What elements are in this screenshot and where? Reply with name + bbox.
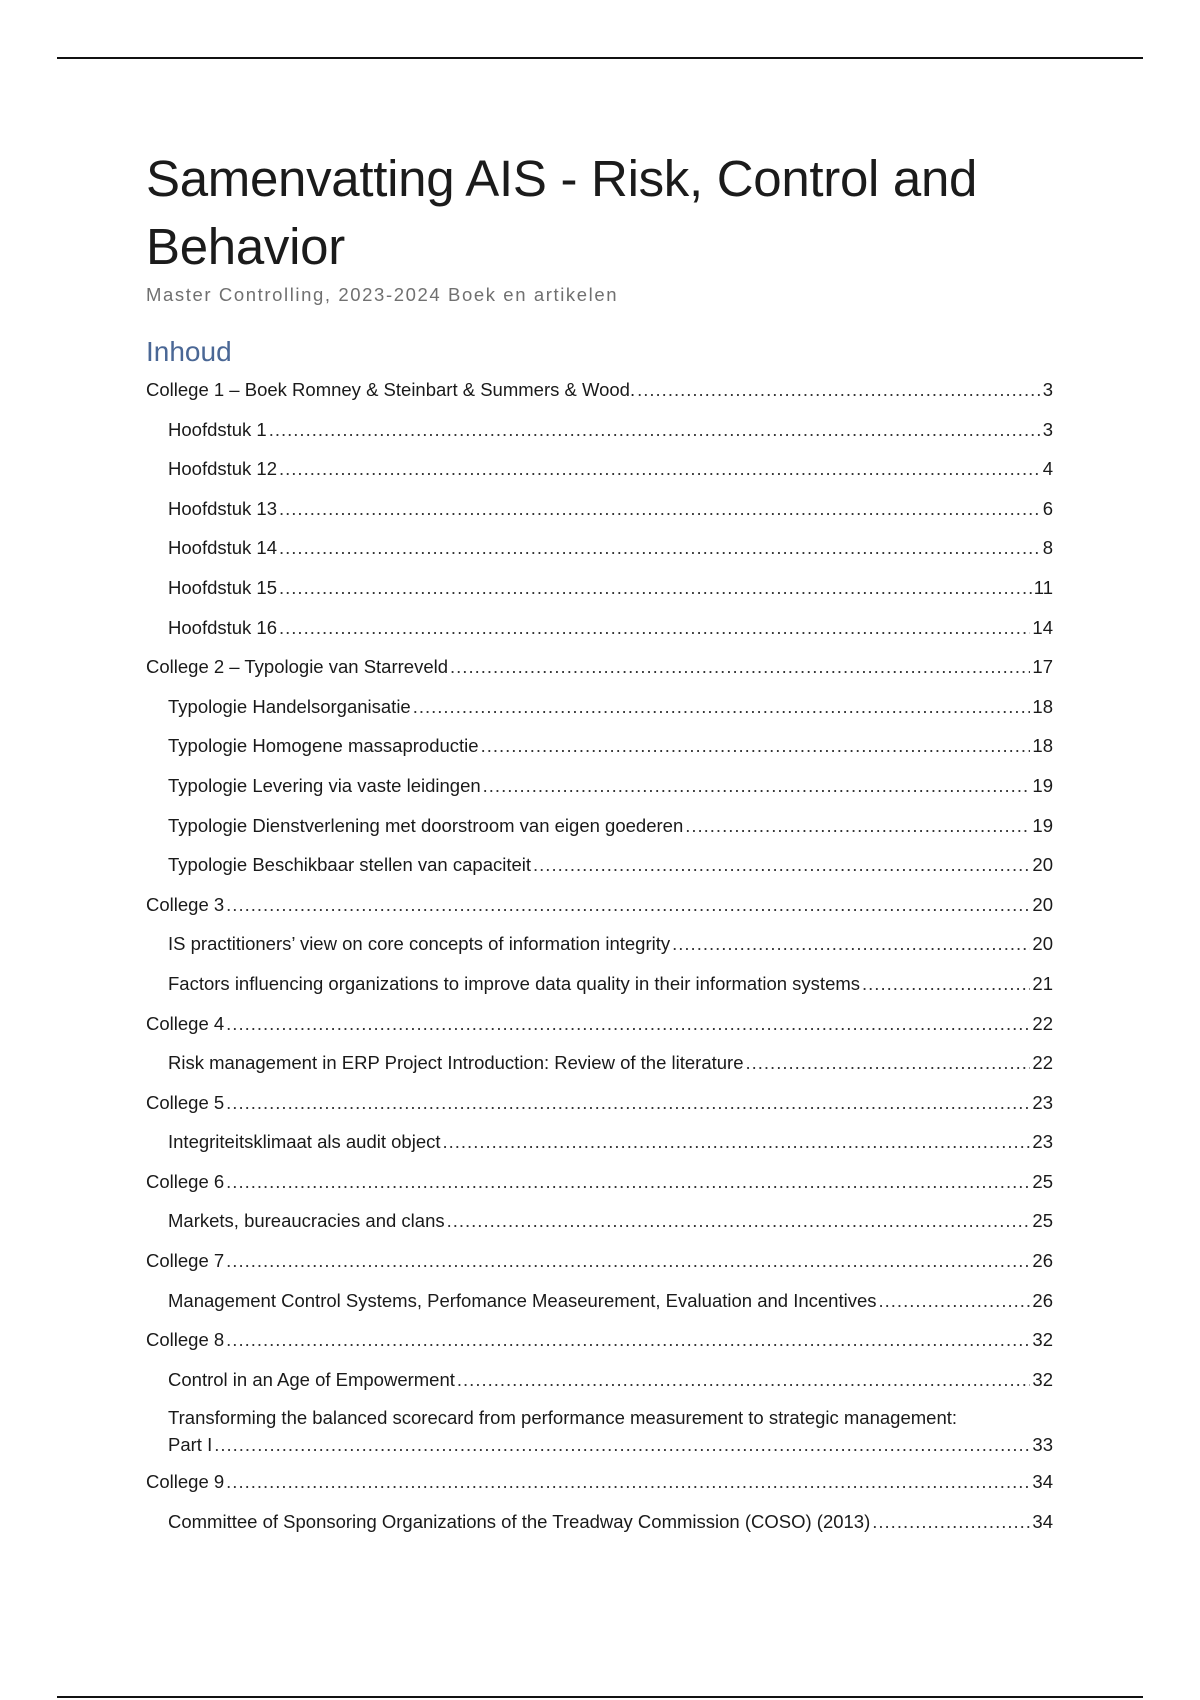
toc-page-number: 22 [1032,1012,1053,1034]
toc-page-number: 22 [1032,1052,1053,1074]
toc-entry-text: College 3 [146,893,225,915]
toc-page-number: 32 [1032,1368,1053,1390]
toc-leader-dots [685,806,1030,846]
toc-entry[interactable] [146,528,1053,568]
toc-page-number: 4 [1042,458,1053,480]
toc-page-number: 18 [1032,695,1053,717]
toc-entry-text: Hoofdstuk 1 [168,418,267,440]
toc-entry-text: Typologie Beschikbaar stellen van capaciteit [168,854,532,876]
toc-entry[interactable] [146,845,1053,885]
toc-entry-text: IS practitioners’ view on core concepts of information integrity [168,933,671,955]
toc-page-number: 3 [1042,379,1053,400]
toc-leader-dots [226,1462,1030,1502]
toc-entry[interactable] [146,608,1053,648]
toc-entry[interactable] [146,964,1053,1004]
toc-entry[interactable] [146,1360,1053,1400]
toc-entry-text: College 1 – Boek Romney & Steinbart & Summers & Wood. [146,379,636,400]
toc-leader-dots [672,924,1030,964]
toc-leader-dots [226,1320,1030,1360]
toc-entry-text: Committee of Sponsoring Organizations of the Treadway Commission (COSO) (2013) [168,1511,871,1533]
toc-page-number: 20 [1032,893,1053,915]
toc-page-number: 14 [1032,616,1053,638]
toc-page-number: 19 [1032,814,1053,836]
document-subtitle: Master Controlling, 2023-2024 Boek en artikelen [146,284,619,305]
toc-page-number: 25 [1032,1210,1053,1232]
toc-entry[interactable] [146,647,1053,687]
toc-entry-text: Hoofdstuk 14 [168,537,278,559]
toc-entry[interactable] [146,1399,1053,1462]
toc-leader-dots [533,845,1030,885]
toc-leader-dots [443,1122,1031,1162]
toc-entry-text: College 4 [146,1012,225,1034]
toc-entry-text: College 7 [146,1250,225,1272]
toc-entry[interactable] [146,806,1053,846]
toc-entry-text: Typologie Homogene massaproductie [168,735,479,757]
toc-entry[interactable] [146,1043,1053,1083]
toc-entry[interactable] [146,1162,1053,1202]
document-title: Samenvatting AIS - Risk, Control and Behavior [146,150,978,275]
toc-entry-text: Typologie Handelsorganisatie [168,695,411,717]
toc-page-number: 18 [1032,735,1053,757]
toc-leader-dots [226,1162,1030,1202]
toc-entry-text: College 8 [146,1329,225,1351]
toc-page-number: 25 [1032,1170,1053,1192]
toc-leader-dots [279,528,1041,568]
toc-entry-text: Risk management in ERP Project Introduction: Review of the literature [168,1052,744,1074]
toc-entry-text: Control in an Age of Empowerment [168,1368,455,1390]
toc-entry[interactable] [146,766,1053,806]
toc-entry[interactable] [146,1502,1053,1542]
toc-page-number: 23 [1032,1131,1053,1153]
toc-entry[interactable] [146,1004,1053,1044]
toc-entry-text: Hoofdstuk 12 [168,458,278,480]
toc-entry-text: College 5 [146,1091,225,1113]
toc-leader-dots [226,1004,1030,1044]
toc-entry-text: College 9 [146,1471,225,1493]
toc-page-number: 20 [1032,933,1053,955]
toc-leader-dots [279,568,1032,608]
header-rule [57,57,1143,59]
toc-page-number: 34 [1032,1471,1053,1493]
toc-page-number: 3 [1042,418,1053,440]
toc-leader-dots [637,370,1041,410]
toc-page-number: 26 [1032,1250,1053,1272]
toc-entry-text: Markets, bureaucracies and clans [168,1210,445,1232]
toc-page-number: 19 [1032,774,1053,796]
toc-entry[interactable] [146,1281,1053,1321]
toc-entry-text: Integriteitsklimaat als audit object [168,1131,441,1153]
toc-page-number: 34 [1032,1511,1053,1533]
toc-leader-dots [226,1241,1030,1281]
toc-entry[interactable] [146,1320,1053,1360]
toc-entry[interactable] [146,726,1053,766]
toc-page-number: 11 [1033,576,1053,598]
toc-leader-dots [226,885,1030,925]
toc-entry-text: Hoofdstuk 15 [168,576,278,598]
toc-entry[interactable] [146,1462,1053,1502]
toc-page-number: 33 [1032,1434,1053,1456]
toc-leader-dots [457,1360,1031,1400]
toc-entry[interactable] [146,489,1053,529]
toc-leader-dots [226,1083,1030,1123]
toc-entry[interactable] [146,1122,1053,1162]
document-page [146,145,1053,1542]
toc-leader-dots [746,1043,1031,1083]
toc-entry[interactable] [146,687,1053,727]
toc-entry-text: College 6 [146,1170,225,1192]
toc-entry-text: Management Control Systems, Perfomance Measeurement, Evaluation and Incentives [168,1289,877,1311]
toc-leader-dots [481,726,1031,766]
toc-leader-dots [450,647,1030,687]
toc-entry[interactable] [146,410,1053,450]
toc-entry-text: Factors influencing organizations to improve data quality in their information systems [168,972,861,994]
toc-leader-dots [872,1502,1030,1542]
toc-leader-dots [413,687,1031,727]
toc-page-number: 23 [1032,1091,1053,1113]
toc-page-number: 32 [1032,1329,1053,1351]
toc-leader-dots [483,766,1031,806]
footer-rule [57,1696,1143,1698]
toc-entry[interactable] [146,1241,1053,1281]
toc-page-number: 17 [1032,656,1053,678]
toc-entry-text: Hoofdstuk 16 [168,616,278,638]
toc-entry[interactable] [146,1201,1053,1241]
toc-page-number: 26 [1032,1289,1053,1311]
toc-entry-text: Typologie Levering via vaste leidingen [168,774,481,796]
toc-leader-dots [214,1431,1030,1458]
toc-page-number: 20 [1032,854,1053,876]
toc-entry[interactable] [146,924,1053,964]
toc-leader-dots [279,489,1041,529]
toc-leader-dots [447,1201,1031,1241]
toc-entry-text: Transforming the balanced scorecard from performance measurement to strategic management: [168,1407,958,1429]
toc-page-number: 6 [1042,497,1053,519]
toc-entry[interactable] [146,885,1053,925]
toc-leader-dots [279,449,1041,489]
toc-page-number: 8 [1042,537,1053,559]
toc-leader-dots [862,964,1030,1004]
toc-entry-text: College 2 – Typologie van Starreveld [146,656,449,678]
toc-leader-dots [269,410,1041,450]
toc-entry[interactable] [146,1083,1053,1123]
toc-page-number: 21 [1032,972,1053,994]
toc-entry-text: Hoofdstuk 13 [168,497,278,519]
table-of-contents [146,370,1053,1542]
toc-entry[interactable] [146,370,1053,410]
toc-entry-text: Part I [168,1434,213,1456]
toc-entry[interactable] [146,568,1053,608]
toc-leader-dots [279,608,1030,648]
toc-leader-dots [879,1281,1031,1321]
toc-heading: Inhoud [146,336,232,367]
toc-entry-text: Typologie Dienstverlening met doorstroom van eigen goederen [168,814,684,836]
toc-entry[interactable] [146,449,1053,489]
